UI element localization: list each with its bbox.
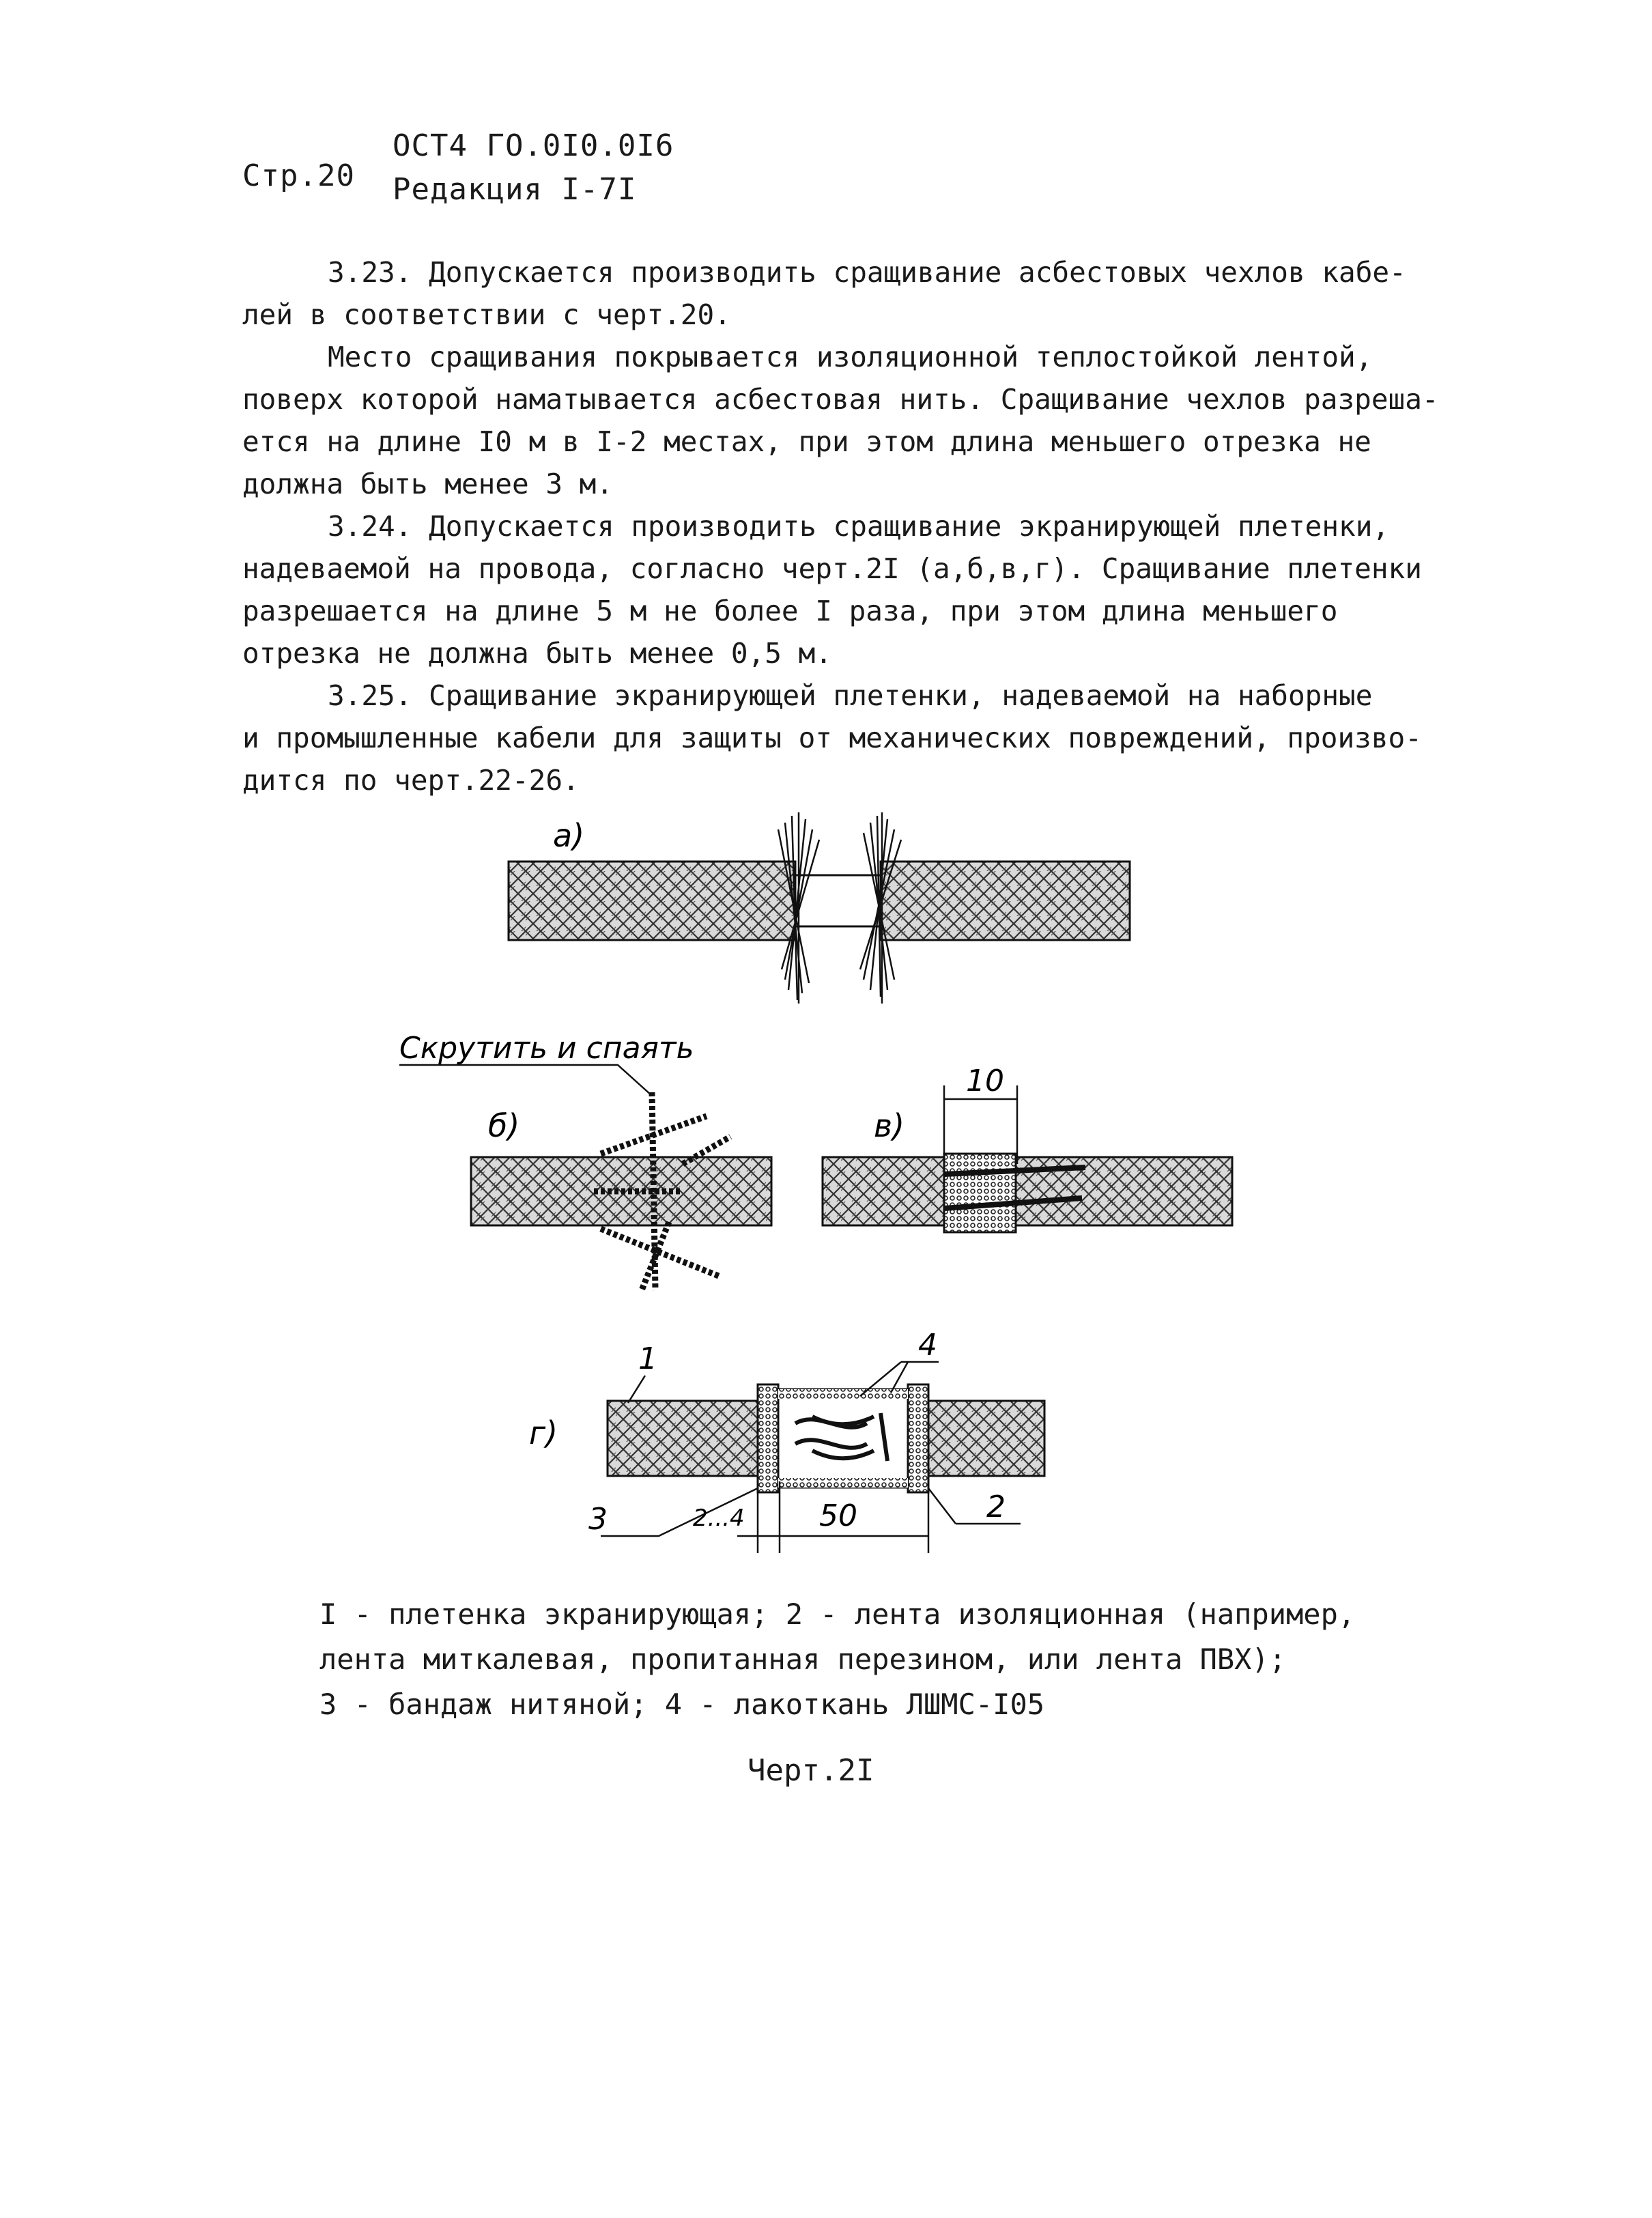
text-line: должна быть менее 3 м. (242, 468, 614, 500)
braid-left (509, 862, 795, 940)
callout-4: 4 (918, 1328, 937, 1363)
text-line: 3.24. Допускается производить сращивание экранирующей плетенки, (328, 510, 1390, 543)
callout-1: 1 (638, 1341, 657, 1376)
legend-line: лента миткалевая, пропитанная перезином, или лента ПВХ); (319, 1643, 1287, 1676)
callout-2: 2 (986, 1490, 1006, 1524)
inner-wire (795, 875, 881, 926)
label-v: в) (874, 1107, 905, 1144)
label-a: а) (553, 817, 585, 854)
note-twist: Скрутить и спаять (399, 1031, 694, 1066)
text-line: лей в соответствии с черт.20. (242, 298, 731, 331)
dim-2-4: 2...4 (693, 1505, 745, 1532)
figure-v (823, 1064, 1232, 1232)
standard-code: ОСТ4 ГО.0I0.0I6 (393, 128, 674, 163)
text-line: поверх которой наматывается асбестовая нить. Сращивание чехлов разреша- (242, 383, 1439, 416)
braid-g-left (608, 1401, 758, 1476)
text-line: ется на длине I0 м в I-2 местах, при этом длина меньшего отрезка не (242, 425, 1371, 458)
edition-label: Редакция I-7I (393, 172, 637, 207)
text-line: Место сращивания покрывается изоляционной теплостойкой лентой, (328, 341, 1373, 373)
lacquer-sleeve (778, 1389, 908, 1488)
figure-caption: Черт.2I (747, 1753, 874, 1788)
figure-g (529, 1328, 1044, 1553)
braid-v (823, 1157, 1232, 1225)
braid-g-right (928, 1401, 1044, 1476)
dim-10: 10 (966, 1064, 1004, 1098)
legend-line: I - плетенка экранирующая; 2 - лента изоляционная (например, (319, 1597, 1356, 1631)
text-line: отрезка не должна быть менее 0,5 м. (242, 637, 832, 670)
text-line: и промышленные кабели для защиты от механических повреждений, произво- (242, 722, 1422, 754)
label-g: г) (529, 1414, 558, 1451)
braid-right (881, 862, 1130, 940)
text-line: надеваемой на провода, согласно черт.2I (а,б,в,г). Сращивание плетенки (242, 552, 1422, 585)
bandage-right (908, 1384, 928, 1492)
wrap-band (944, 1154, 1016, 1232)
callout-3: 3 (588, 1502, 608, 1537)
label-b: б) (488, 1107, 520, 1144)
text-line: 3.25. Сращивание экранирующей плетенки, надеваемой на наборные (328, 679, 1373, 712)
page-number: Стр.20 (242, 158, 355, 193)
figure-a (509, 812, 1130, 1004)
text-line: 3.23. Допускается производить сращивание асбестовых чехлов кабе- (328, 256, 1406, 289)
figure-legend (319, 1592, 1355, 1727)
bandage-left (758, 1384, 778, 1492)
text-line: разрешается на длине 5 м не более I раза, при этом длина меньшего (242, 595, 1338, 627)
figure-b (399, 1031, 771, 1290)
dim-50: 50 (819, 1498, 857, 1533)
text-line: дится по черт.22-26. (242, 764, 580, 797)
legend-line: 3 - бандаж нитяной; 4 - лакоткань ЛШМС-I05 (319, 1688, 1045, 1721)
